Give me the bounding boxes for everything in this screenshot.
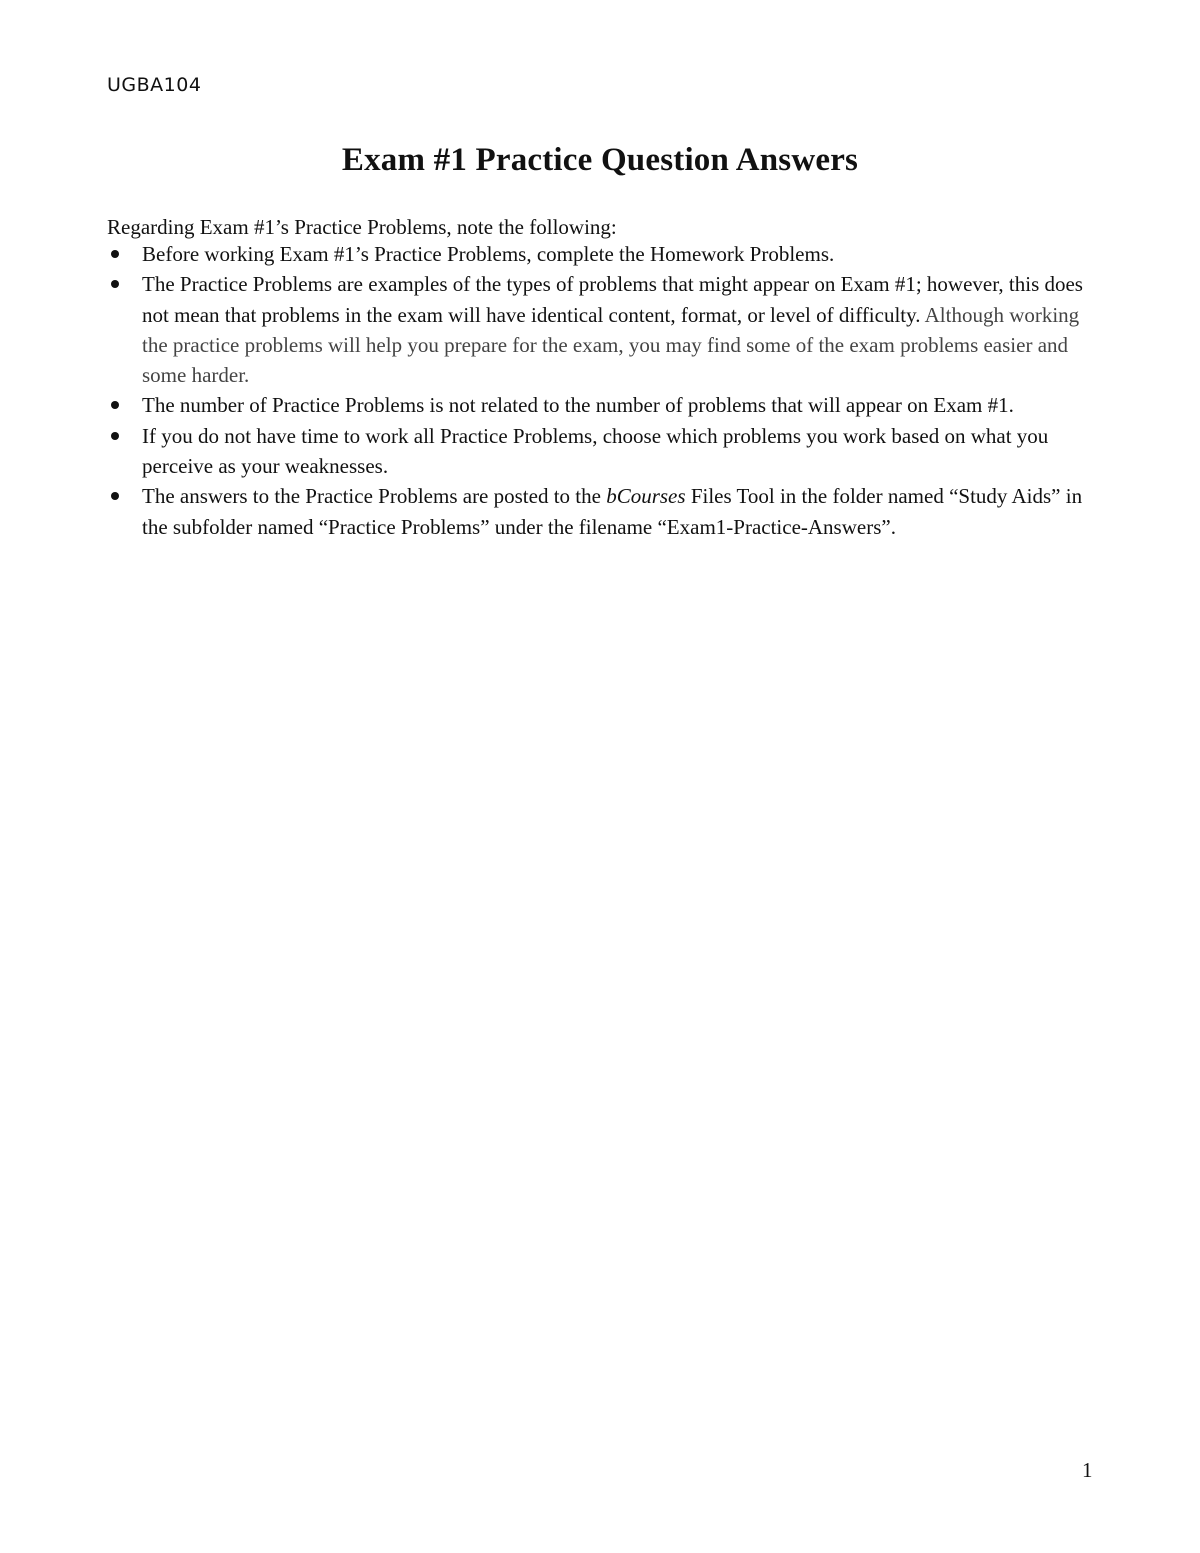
bullet-text-continued: Files Tool in the folder named “Study Aids” in the subfolder named “Practice Problems” under the filename “Exam1-Practice-Answers”.	[142, 484, 1083, 539]
page-number: 1	[1082, 1458, 1093, 1482]
bullet-icon	[111, 250, 119, 258]
bullet-icon	[111, 432, 119, 440]
course-code-header: UGBA104	[107, 74, 202, 96]
bullet-text: If you do not have time to work all Practice Problems, choose which problems you work based on what you perceive as your weaknesses.	[142, 423, 1049, 479]
bullet-text: The answers to the Practice Problems are posted to the	[142, 484, 607, 509]
bullet-text: Before working Exam #1’s Practice Problems, complete the Homework Problems.	[142, 242, 835, 266]
notes-bullet-list	[107, 239, 1097, 542]
bullet-icon	[111, 280, 119, 288]
intro-paragraph: Regarding Exam #1’s Practice Problems, note the following:	[107, 215, 617, 239]
bullet-text: The Practice Problems are examples of the types of problems that might appear on Exam #1; however, this does not mean that problems in the exam will have identical content, format, or level of difficulty.	[142, 272, 1083, 327]
bullet-item-practice-examples	[107, 269, 1097, 390]
bullet-item-complete-homework	[107, 239, 1097, 269]
bullet-text: The number of Practice Problems is not related to the number of problems that will appear on Exam #1.	[142, 393, 1014, 418]
bullet-item-answers-location	[107, 481, 1097, 542]
bullet-text-muted: Although working the practice problems will help you prepare for the exam, you may find some of the exam problems easier and some harder.	[142, 302, 1080, 388]
bullet-icon	[111, 492, 119, 500]
bullet-icon	[111, 401, 119, 409]
bcourses-italic-text: bCourses	[606, 484, 686, 509]
bullet-item-number-of-problems	[107, 390, 1097, 420]
page-title: Exam #1 Practice Question Answers	[341, 142, 859, 178]
bullet-item-choose-problems	[107, 421, 1097, 482]
